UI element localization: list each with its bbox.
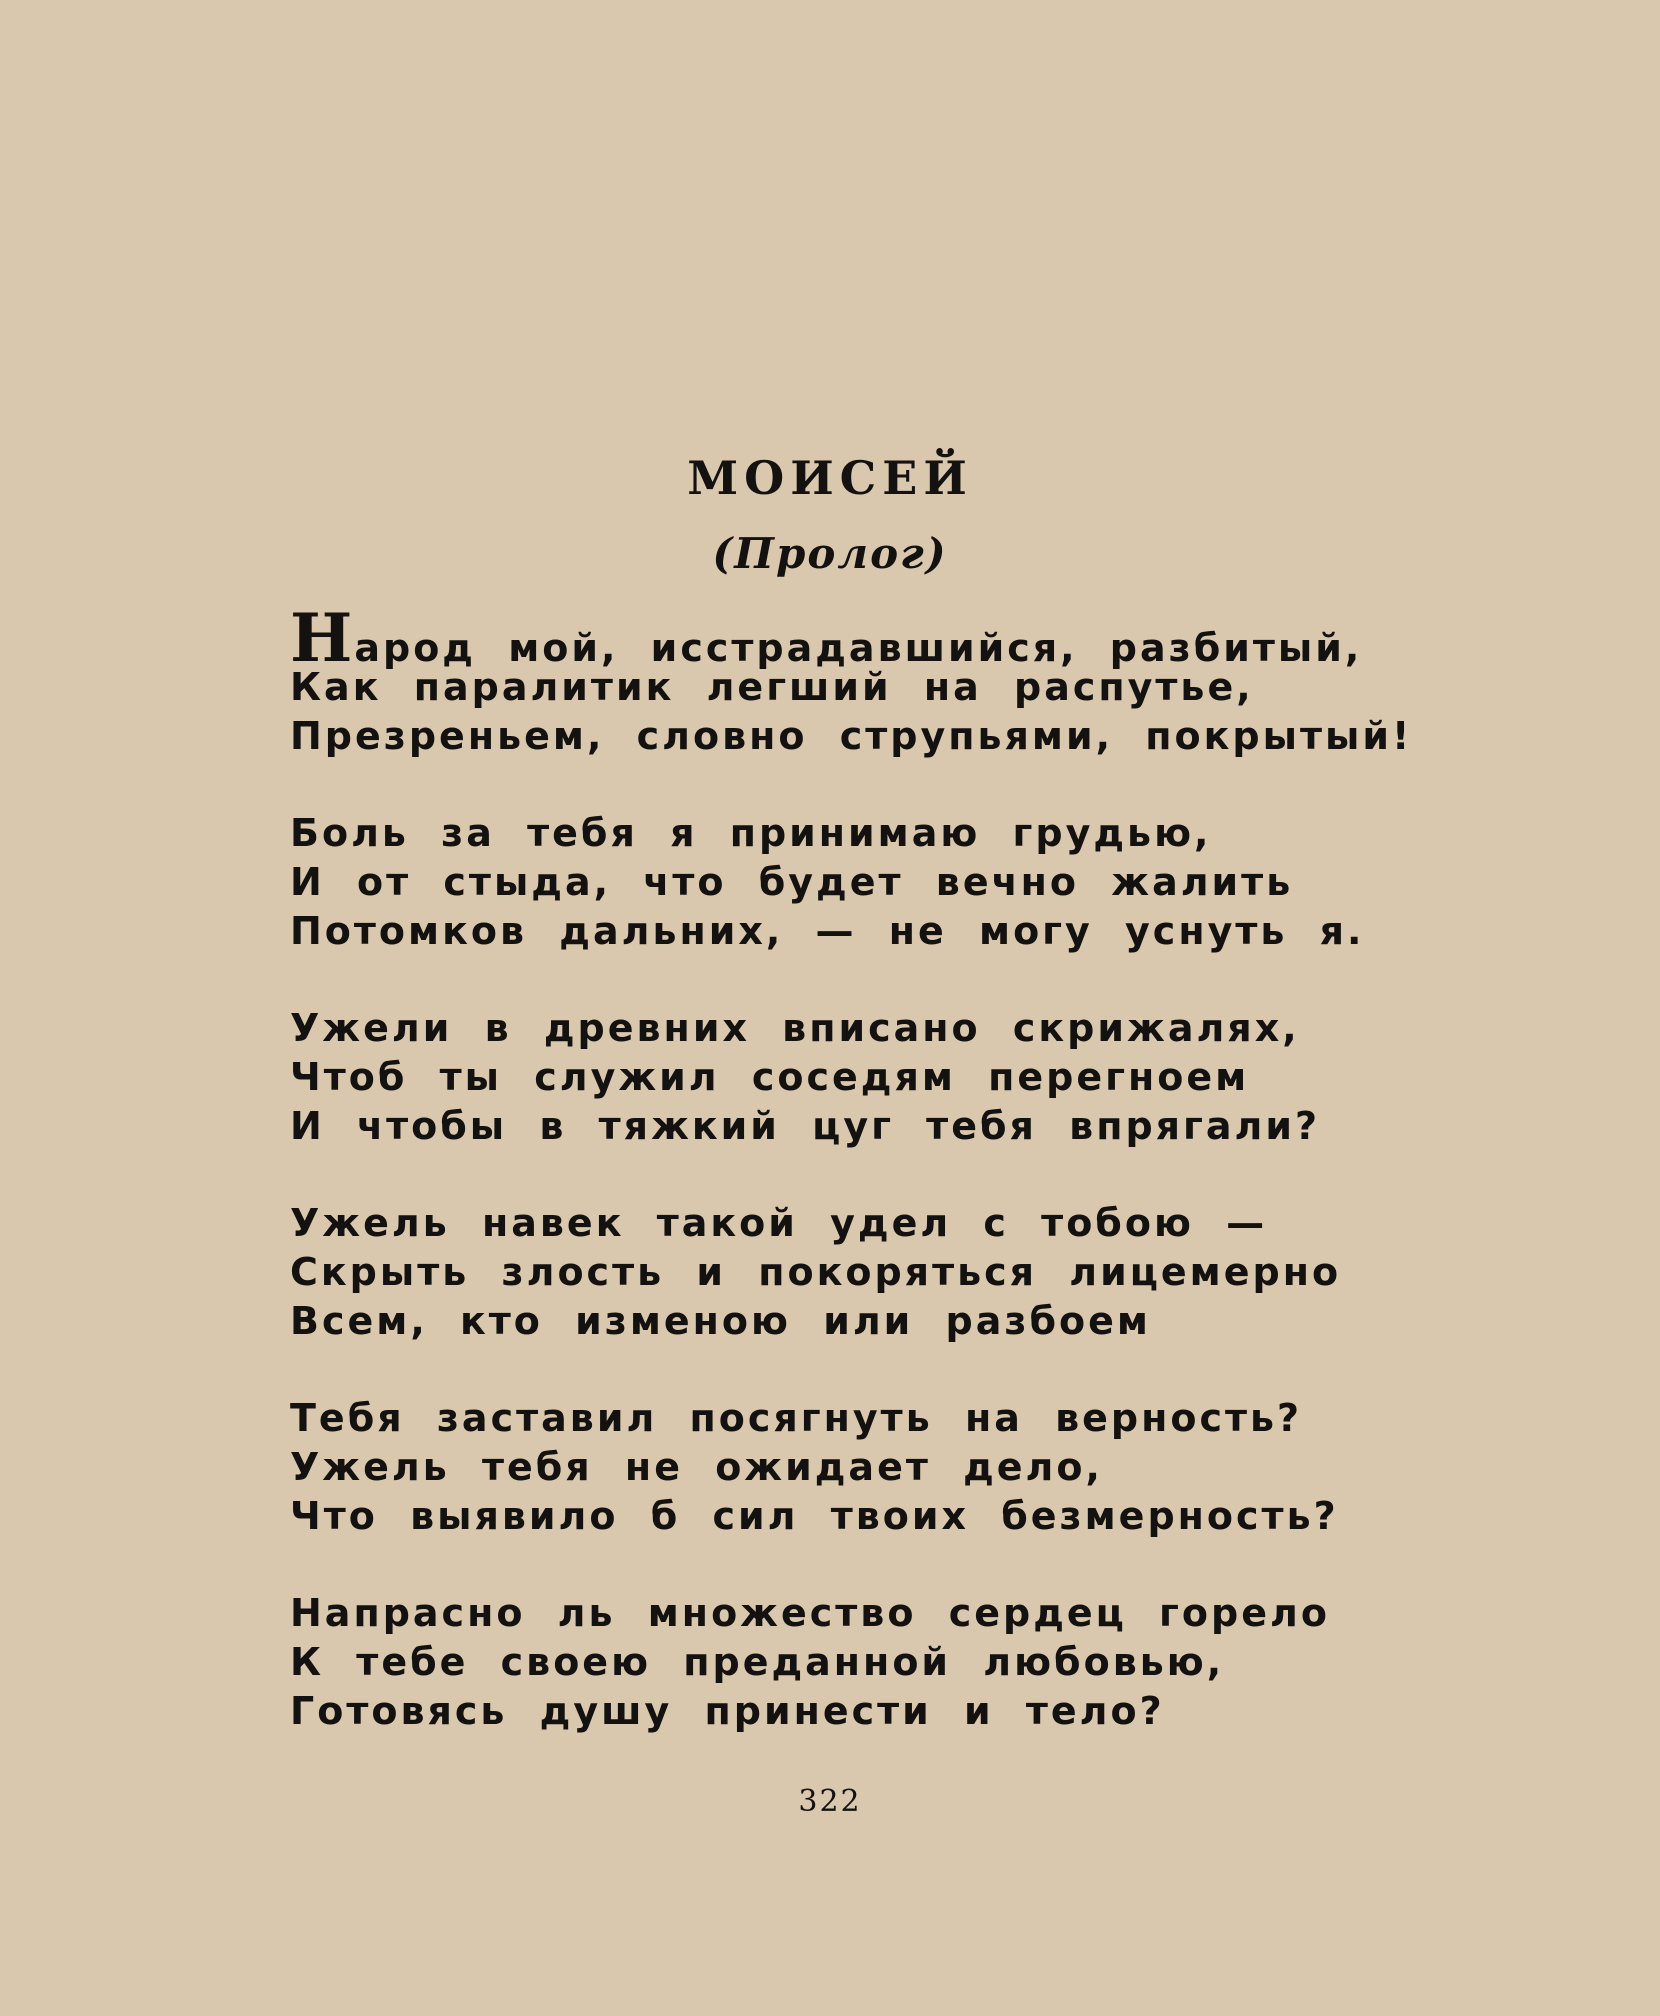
poem-line: Скрыть злость и покоряться лицемерно bbox=[290, 1250, 1342, 1294]
stanza bbox=[290, 809, 1470, 956]
poem-line: Ужель тебя не ожидает дело, bbox=[290, 1445, 1103, 1489]
poem-line bbox=[290, 599, 1470, 677]
poem-line: Что выявило б сил твоих безмерность? bbox=[290, 1494, 1339, 1538]
poem-line: Ужель навек такой удел с тобою — bbox=[290, 1201, 1268, 1245]
drop-cap: Н bbox=[290, 599, 355, 677]
poem-line: К тебе своею преданной любовью, bbox=[290, 1640, 1225, 1684]
stanza bbox=[290, 1199, 1470, 1346]
poem-line: И от стыда, что будет вечно жалить bbox=[290, 860, 1294, 904]
poem-line: Потомков дальних, — не могу уснуть я. bbox=[290, 909, 1365, 953]
poem-body bbox=[290, 599, 1470, 1784]
stanza bbox=[290, 1589, 1470, 1736]
stanza bbox=[290, 599, 1470, 761]
stanza bbox=[290, 1004, 1470, 1151]
poem-line-text: арод мой, исстрадавшийся, разбитый, bbox=[354, 626, 1363, 670]
poem-line: И чтобы в тяжкий цуг тебя впрягали? bbox=[290, 1104, 1321, 1148]
poem-line: Готовясь душу принести и тело? bbox=[290, 1689, 1165, 1733]
poem-line: Презреньем, словно струпьями, покрытый! bbox=[290, 714, 1413, 758]
poem-line: Напрасно ль множество сердец горело bbox=[290, 1591, 1330, 1635]
poem-line: Чтоб ты служил соседям перегноем bbox=[290, 1055, 1250, 1099]
poem-line: Боль за тебя я принимаю грудью, bbox=[290, 811, 1212, 855]
page-number: 322 bbox=[798, 1784, 862, 1819]
poem-line: Ужели в древних вписано скрижалях, bbox=[290, 1006, 1300, 1050]
stanza bbox=[290, 1394, 1470, 1541]
poem-subtitle: (Пролог) bbox=[712, 529, 948, 578]
poem-line: Как паралитик легший на распутье, bbox=[290, 665, 1254, 709]
poem-line: Тебя заставил посягнуть на верность? bbox=[290, 1396, 1303, 1440]
poem-line: Всем, кто изменою или разбоем bbox=[290, 1299, 1151, 1343]
poem-title: МОИСЕЙ bbox=[687, 451, 973, 505]
